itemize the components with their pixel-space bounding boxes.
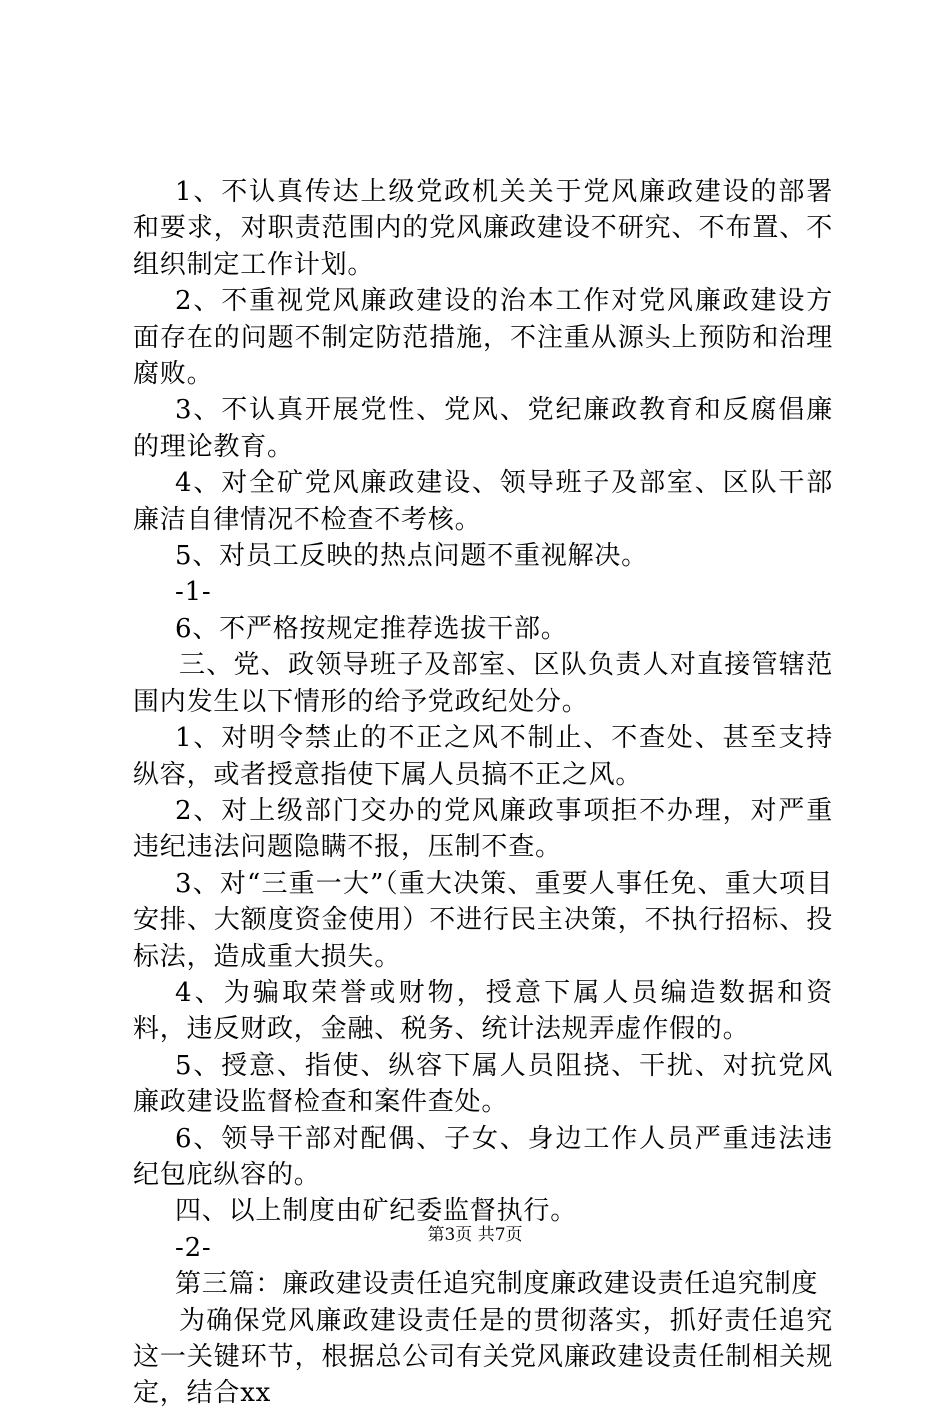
paragraph-item-5: 5、对员工反映的热点问题不重视解决。 xyxy=(175,541,648,572)
paragraph-item-12: 6、领导干部对配偶、子女、身边工作人员严重违法违纪包庇纵容的。 xyxy=(133,1123,833,1190)
paragraph-item-3: 3、不认真开展党性、党风、党纪廉政教育和反腐倡廉的理论教育。 xyxy=(133,395,833,462)
paragraph-item-2: 2、不重视党风廉政建设的治本工作对党风廉政建设方面存在的问题不制定防范措施，不注重从源头上预防和治理腐败。 xyxy=(133,286,833,390)
paragraph-item-6: 6、不严格按规定推荐选拔干部。 xyxy=(175,613,568,644)
paragraph-item-1: 1、不认真传达上级党政机关关于党风廉政建设的部署和要求，对职责范围内的党风廉政建设不研究、不布置、不组织制定工作计划。 xyxy=(133,177,833,280)
paragraph-item-4: 4、对全矿党风廉政建设、领导班子及部室、区队干部廉洁自律情况不检查不考核。 xyxy=(133,468,833,535)
inline-page-number: -2- xyxy=(175,1232,212,1263)
paragraph-item-10: 4、为骗取荣誉或财物，授意下属人员编造数据和资料，违反财政，金融、税务、统计法规弄虚作假的。 xyxy=(133,977,833,1045)
paragraph-item-9: 3、对“三重一大”（重大决策、重要人事任免、重大项目安排、大额度资金使用）不进行民主决策，不执行招标、投标法，造成重大损失。 xyxy=(133,868,833,972)
paragraph-item-8: 2、对上级部门交办的党风廉政事项拒不办理，对严重违纪违法问题隐瞒不报，压制不查。 xyxy=(133,795,833,863)
section-four-heading: 四、以上制度由矿纪委监督执行。 xyxy=(175,1196,578,1227)
paragraph-item-11: 5、授意、指使、纵容下属人员阻挠、干扰、对抗党风廉政建设监督检查和案件查处。 xyxy=(133,1050,833,1118)
paragraph-intro: 为确保党风廉政建设责任是的贯彻落实，抓好责任追究这一关键环节，根据总公司有关党风廉政建设责任制相关规定，结合xx xyxy=(133,1305,833,1409)
inline-page-number: -1- xyxy=(175,577,212,608)
section-three-heading: 三、党、政领导班子及部室、区队负责人对直接管辖范围内发生以下情形的给予党政纪处分。 xyxy=(133,650,833,717)
chapter-three-title: 第三篇：廉政建设责任追究制度廉政建设责任追究制度 xyxy=(175,1269,819,1300)
page-footer: 第3页 共7页 xyxy=(427,1225,523,1245)
paragraph-item-7: 1、对明令禁止的不正之风不制止、不查处、甚至支持纵容，或者授意指使下属人员搞不正之风。 xyxy=(133,723,833,790)
